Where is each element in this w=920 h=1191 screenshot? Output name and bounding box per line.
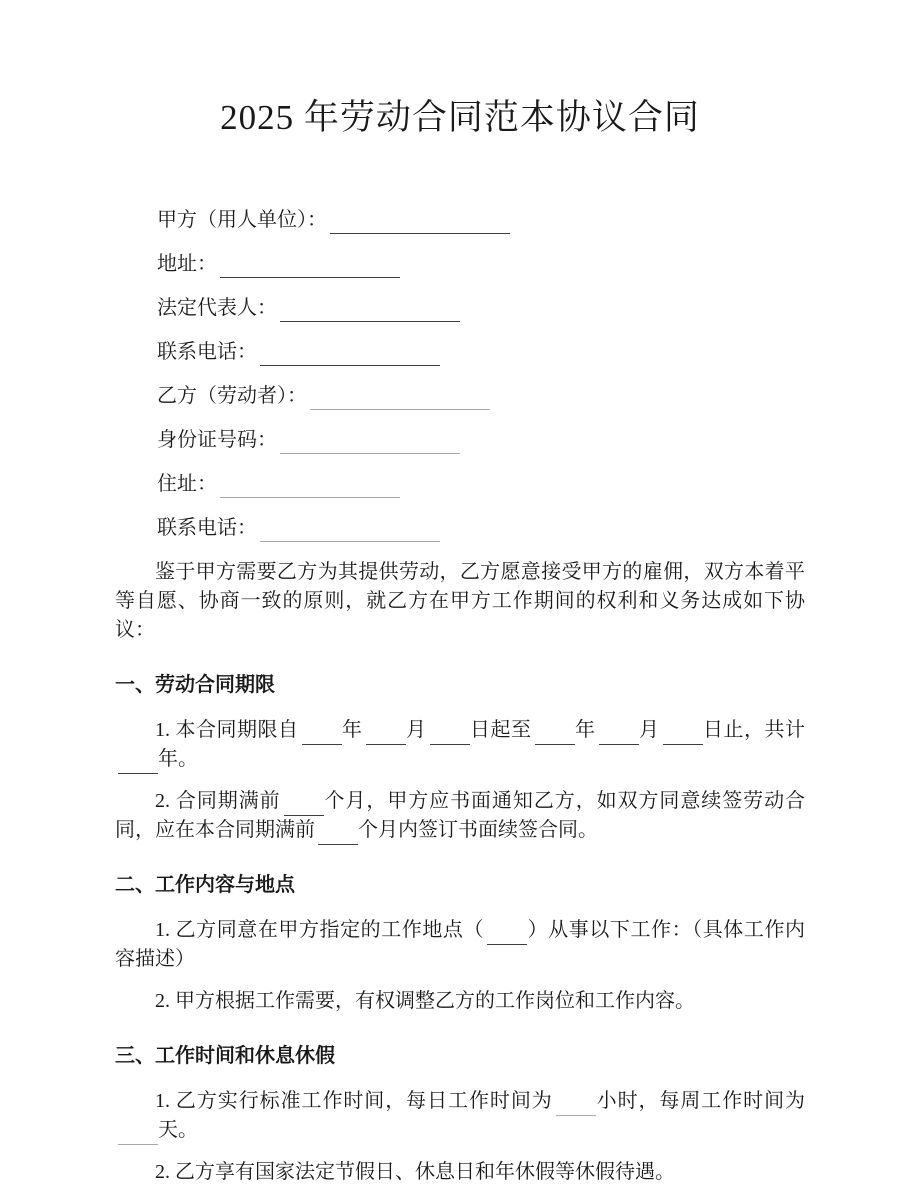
- fill-in-blank: [556, 1099, 596, 1116]
- clause-paragraph: 1. 乙方同意在甲方指定的工作地点（ ）从事以下工作：（具体工作内容描述）: [115, 919, 806, 970]
- preamble-paragraph: 鉴于甲方需要乙方为其提供劳动，乙方愿意接受甲方的雇佣，双方本着平等自愿、协商一致的原则，就乙方在甲方工作期间的权利和义务达成如下协议：: [115, 561, 805, 641]
- clause-paragraph: 2. 合同期满前 个月，甲方应书面通知乙方，如双方同意续签劳动合同，应在本合同期满前 个月内签订书面续签合同。: [115, 787, 805, 845]
- fill-in-blank: [535, 728, 575, 745]
- party-field-row: [115, 250, 805, 278]
- party-field-label: 身份证号码：: [157, 429, 277, 451]
- fill-in-blank: [663, 728, 703, 745]
- party-field-row: [115, 426, 805, 454]
- party-fields: [115, 206, 805, 542]
- party-field-row: [115, 514, 805, 542]
- party-field-label: 乙方（劳动者）：: [157, 385, 307, 407]
- fill-in-blank: [430, 728, 470, 745]
- section-heading: 三、工作时间和休息休假: [115, 1045, 335, 1067]
- party-field-label: 联系电话：: [157, 517, 257, 539]
- contract-sections: [115, 671, 805, 1187]
- fill-in-blank: [599, 728, 639, 745]
- fill-in-blank: [220, 259, 400, 278]
- clause-paragraph: 1. 乙方实行标准工作时间，每日工作时间为 小时，每周工作时间为天。: [115, 1087, 805, 1145]
- fill-in-blank: [366, 728, 406, 745]
- fill-in-blank: [318, 828, 358, 845]
- fill-in-blank: [260, 523, 440, 542]
- fill-in-blank: [310, 391, 490, 410]
- clause-paragraph: 2. 乙方享有国家法定节假日、休息日和年休假等休假待遇。: [155, 1161, 675, 1183]
- clause-paragraph: 1. 本合同期限自 年 月 日起至 年 月 日止，共计年。: [115, 716, 805, 774]
- fill-in-blank: [118, 757, 158, 774]
- party-field-label: 住址：: [157, 473, 217, 495]
- fill-in-blank: [284, 799, 324, 816]
- document-title: 2025 年劳动合同范本协议合同: [220, 98, 700, 137]
- section-heading: 二、工作内容与地点: [115, 874, 295, 896]
- party-field-row: [115, 470, 805, 498]
- party-field-label: 联系电话：: [157, 341, 257, 363]
- party-field-row: [115, 294, 805, 322]
- fill-in-blank: [302, 728, 342, 745]
- party-field-row: [115, 206, 805, 234]
- fill-in-blank: [118, 1128, 158, 1145]
- party-field-label: 法定代表人：: [157, 297, 277, 319]
- clause-paragraph: 2. 甲方根据工作需要，有权调整乙方的工作岗位和工作内容。: [155, 990, 695, 1012]
- section-heading: 一、劳动合同期限: [115, 674, 275, 696]
- fill-in-blank: [330, 215, 510, 234]
- fill-in-blank: [260, 347, 440, 366]
- fill-in-blank: [220, 479, 400, 498]
- fill-in-blank: [280, 303, 460, 322]
- party-field-label: 甲方（用人单位）：: [157, 209, 327, 231]
- party-field-row: [115, 382, 805, 410]
- party-field-row: [115, 338, 805, 366]
- party-field-label: 地址：: [157, 253, 217, 275]
- fill-in-blank: [487, 928, 527, 945]
- fill-in-blank: [280, 435, 460, 454]
